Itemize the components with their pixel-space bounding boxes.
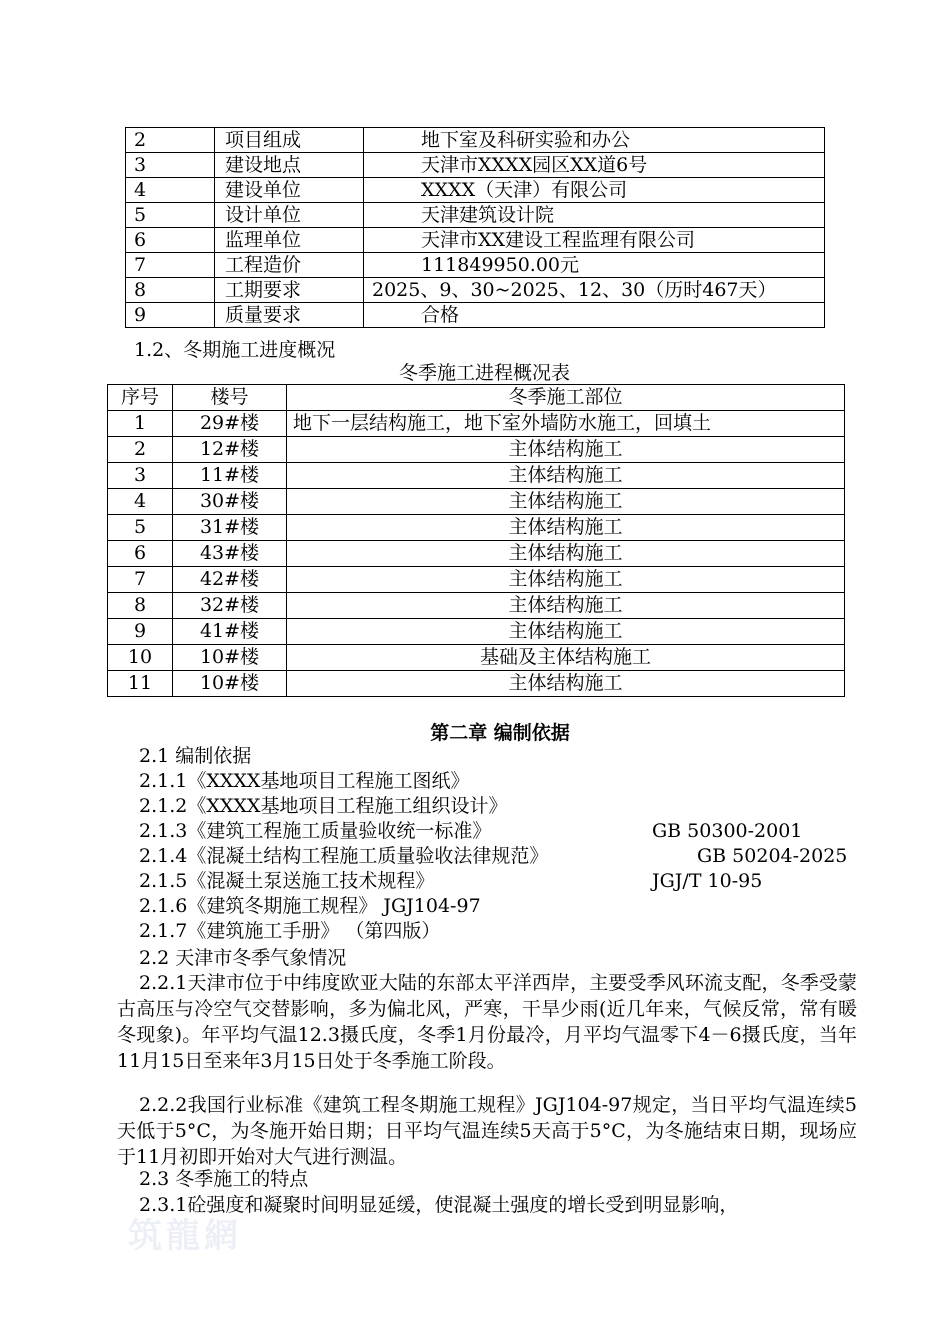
progress-table-caption: 冬季施工进程概况表 — [399, 362, 571, 384]
info-cell-item: 设计单位 — [215, 203, 364, 228]
progress-cell: 11#楼 — [173, 463, 287, 489]
winter-progress-table — [107, 384, 845, 697]
info-cell-no: 6 — [126, 228, 215, 253]
progress-cell: 主体结构施工 — [287, 515, 845, 541]
progress-cell: 2 — [108, 437, 173, 463]
progress-cell: 地下一层结构施工，地下室外墙防水施工，回填土 — [287, 411, 845, 437]
section-1-2-title: 1.2、冬期施工进度概况 — [134, 339, 336, 361]
progress-cell: 9 — [108, 619, 173, 645]
progress-cell: 主体结构施工 — [287, 593, 845, 619]
progress-row — [108, 489, 845, 515]
progress-row — [108, 463, 845, 489]
progress-cell: 5 — [108, 515, 173, 541]
progress-cell: 8 — [108, 593, 173, 619]
info-cell-no: 8 — [126, 278, 215, 303]
info-cell-no: 2 — [126, 128, 215, 153]
basis-item: 2.1.3《建筑工程施工质量验收统一标准》 — [139, 820, 492, 842]
progress-cell: 30#楼 — [173, 489, 287, 515]
progress-header-cell: 冬季施工部位 — [287, 385, 845, 411]
basis-item: 2.1.4《混凝土结构工程施工质量验收法律规范》 — [139, 845, 549, 867]
progress-cell: 主体结构施工 — [287, 567, 845, 593]
info-row — [126, 278, 825, 303]
progress-cell: 43#楼 — [173, 541, 287, 567]
features-title: 2.3 冬季施工的特点 — [139, 1168, 309, 1190]
basis-item: 2.1.5《混凝土泵送施工技术规程》 — [139, 870, 435, 892]
info-cell-item: 项目组成 — [215, 128, 364, 153]
progress-row — [108, 411, 845, 437]
info-row — [126, 253, 825, 278]
progress-cell: 32#楼 — [173, 593, 287, 619]
progress-cell: 6 — [108, 541, 173, 567]
info-cell-no: 7 — [126, 253, 215, 278]
progress-row — [108, 619, 845, 645]
progress-cell: 10#楼 — [173, 671, 287, 697]
weather-paragraph-2: 2.2.2我国行业标准《建筑工程冬期施工规程》JGJ104-97规定，当日平均气温连续5天低于5°C，为冬施开始日期；日平均气温连续5天高于5°C，为冬施结束日期，现场应于11月初即开始对大气进行测温。 — [117, 1094, 857, 1168]
weather-paragraph-1: 2.2.1天津市位于中纬度欧亚大陆的东部太平洋西岸，主要受季风环流支配，冬季受蒙古高压与冷空气交替影响，多为偏北风，严寒，干旱少雨(近几年来，气候反常，常有暖冬现象)。年平均气温12.3摄氏度，冬季1月份最冷，月平均气温零下4－6摄氏度，当年11月15日至来年3月15日处于冬季施工阶段。 — [117, 972, 857, 1072]
info-row — [126, 228, 825, 253]
info-row — [126, 303, 825, 328]
progress-row — [108, 437, 845, 463]
progress-cell: 29#楼 — [173, 411, 287, 437]
info-cell-value: 2025、9、30~2025、12、30（历时467天） — [364, 278, 825, 303]
progress-cell: 7 — [108, 567, 173, 593]
info-cell-no: 5 — [126, 203, 215, 228]
features-paragraph-1: 2.3.1砼强度和凝聚时间明显延缓，使混凝土强度的增长受到明显影响， — [139, 1194, 739, 1216]
progress-header-cell: 序号 — [108, 385, 173, 411]
progress-cell: 主体结构施工 — [287, 437, 845, 463]
basis-item: 2.1.7《建筑施工手册》 （第四版） — [139, 920, 441, 942]
progress-cell: 4 — [108, 489, 173, 515]
progress-cell: 12#楼 — [173, 437, 287, 463]
progress-cell: 1 — [108, 411, 173, 437]
progress-cell: 11 — [108, 671, 173, 697]
progress-cell: 主体结构施工 — [287, 463, 845, 489]
info-cell-no: 4 — [126, 178, 215, 203]
info-cell-item: 建设单位 — [215, 178, 364, 203]
info-cell-item: 建设地点 — [215, 153, 364, 178]
info-cell-item: 工期要求 — [215, 278, 364, 303]
basis-item-code: GB 50204-2025 — [697, 845, 848, 867]
progress-header-row — [108, 385, 845, 411]
info-cell-no: 9 — [126, 303, 215, 328]
progress-cell: 31#楼 — [173, 515, 287, 541]
info-cell-no: 3 — [126, 153, 215, 178]
progress-row — [108, 671, 845, 697]
info-cell-value: 天津市XX建设工程监理有限公司 — [364, 228, 825, 253]
info-cell-value: 111849950.00元 — [364, 253, 825, 278]
basis-item-code: JGJ/T 10-95 — [652, 870, 763, 892]
info-row — [126, 128, 825, 153]
basis-item: 2.1.6《建筑冬期施工规程》 JGJ104-97 — [139, 895, 481, 917]
progress-cell: 主体结构施工 — [287, 489, 845, 515]
progress-row — [108, 567, 845, 593]
progress-cell: 10 — [108, 645, 173, 671]
info-cell-item: 监理单位 — [215, 228, 364, 253]
progress-cell: 基础及主体结构施工 — [287, 645, 845, 671]
info-cell-item: 质量要求 — [215, 303, 364, 328]
progress-cell: 主体结构施工 — [287, 619, 845, 645]
info-row — [126, 203, 825, 228]
info-cell-item: 工程造价 — [215, 253, 364, 278]
basis-item-code: GB 50300-2001 — [652, 820, 803, 842]
project-info-table — [125, 127, 825, 328]
basis-item: 2.1.1《XXXX基地项目工程施工图纸》 — [139, 770, 470, 792]
progress-cell: 主体结构施工 — [287, 671, 845, 697]
progress-cell: 10#楼 — [173, 645, 287, 671]
progress-row — [108, 645, 845, 671]
basis-title: 2.1 编制依据 — [139, 745, 252, 767]
progress-row — [108, 515, 845, 541]
info-cell-value: 地下室及科研实验和办公 — [364, 128, 825, 153]
progress-cell: 3 — [108, 463, 173, 489]
progress-cell: 41#楼 — [173, 619, 287, 645]
info-cell-value: XXXX（天津）有限公司 — [364, 178, 825, 203]
chapter-title: 第二章 编制依据 — [430, 722, 570, 744]
info-cell-value: 天津市XXXX园区XX道6号 — [364, 153, 825, 178]
progress-row — [108, 593, 845, 619]
basis-item: 2.1.2《XXXX基地项目工程施工组织设计》 — [139, 795, 508, 817]
weather-title: 2.2 天津市冬季气象情况 — [139, 947, 347, 969]
progress-row — [108, 541, 845, 567]
info-row — [126, 153, 825, 178]
info-row — [126, 178, 825, 203]
watermark-logo: 筑龍網 — [128, 1216, 242, 1256]
info-cell-value: 合格 — [364, 303, 825, 328]
progress-header-cell: 楼号 — [173, 385, 287, 411]
progress-cell: 42#楼 — [173, 567, 287, 593]
progress-cell: 主体结构施工 — [287, 541, 845, 567]
info-cell-value: 天津建筑设计院 — [364, 203, 825, 228]
